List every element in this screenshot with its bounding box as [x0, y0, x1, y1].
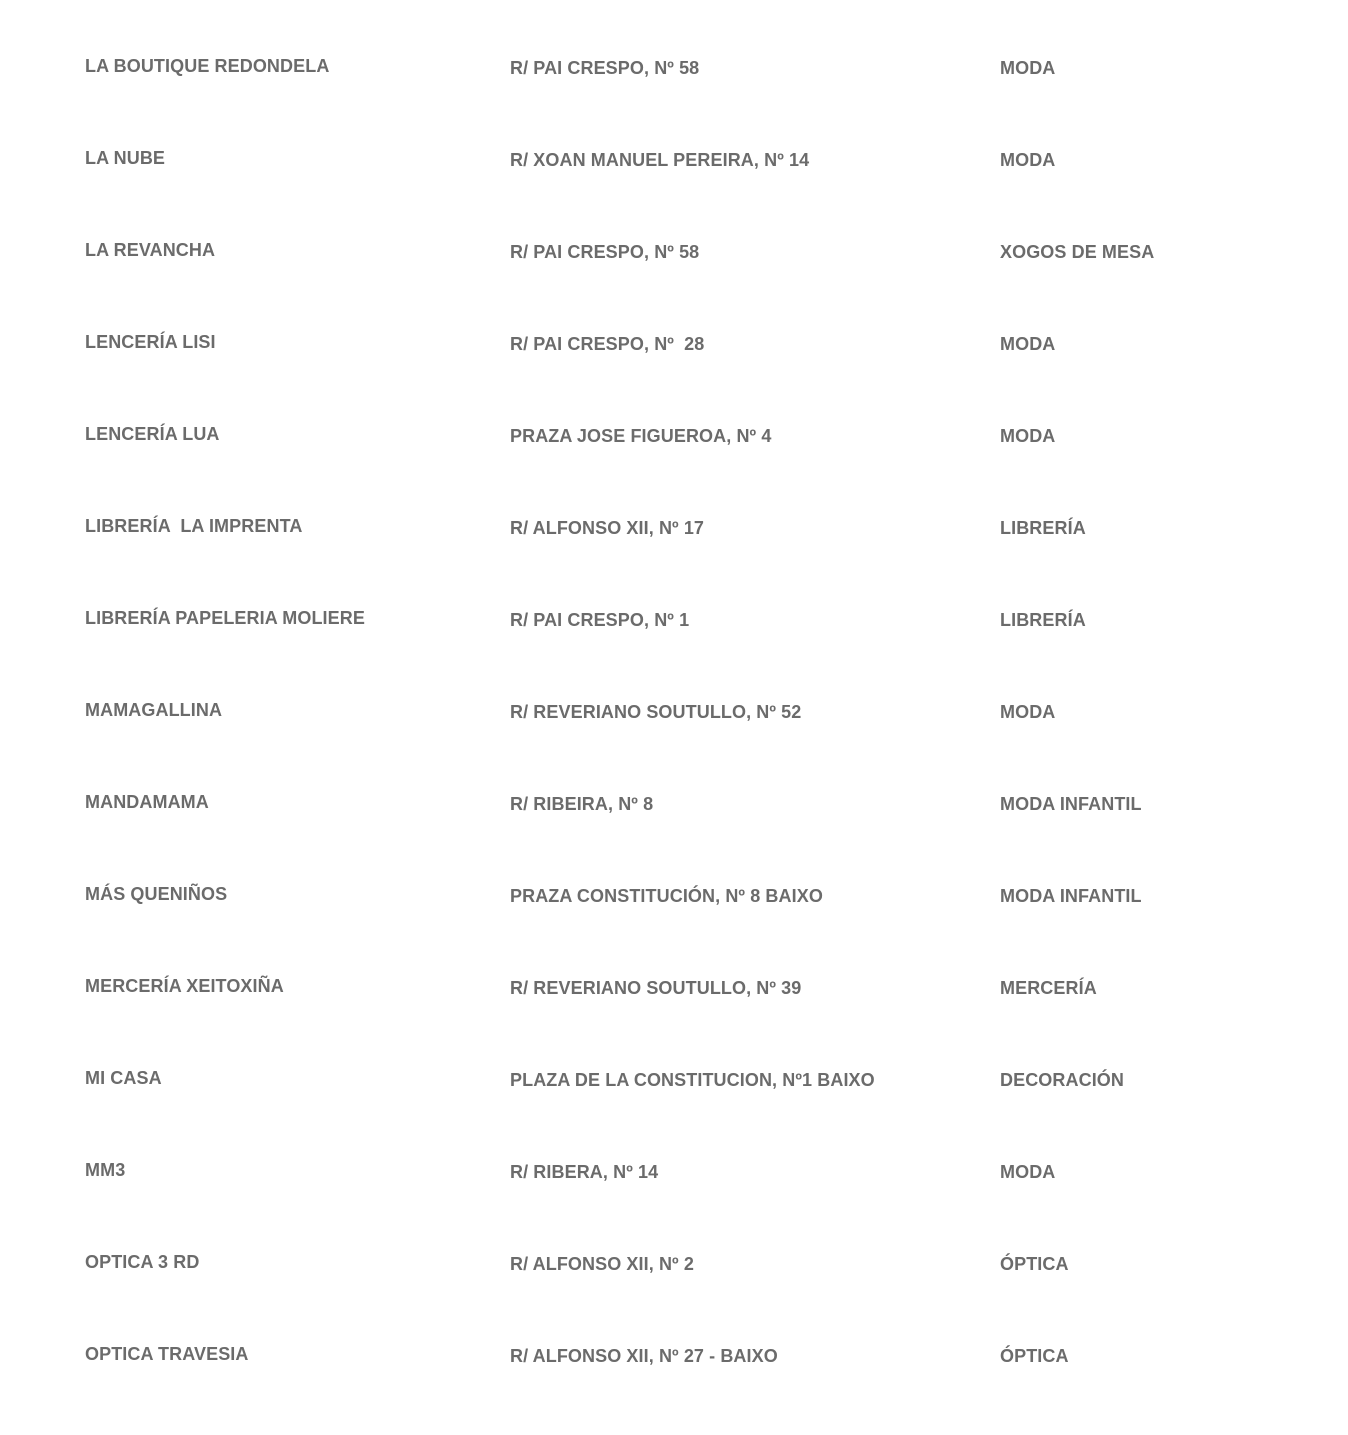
shop-address: PRAZA JOSE FIGUEROA, Nº 4: [510, 426, 772, 446]
shop-name: LENCERÍA LUA: [85, 424, 220, 444]
table-row: [0, 1218, 1348, 1310]
shop-category: LIBRERÍA: [1000, 610, 1086, 630]
table-row: [0, 482, 1348, 574]
shop-directory-table: [0, 22, 1348, 1402]
shop-name: LENCERÍA LISI: [85, 332, 216, 352]
table-row: [0, 1126, 1348, 1218]
table-row: [0, 574, 1348, 666]
shop-name: LIBRERÍA LA IMPRENTA: [85, 516, 303, 536]
table-row: [0, 298, 1348, 390]
shop-name: MERCERÍA XEITOXIÑA: [85, 976, 284, 996]
shop-name: MAMAGALLINA: [85, 700, 223, 720]
shop-address: PRAZA CONSTITUCIÓN, Nº 8 BAIXO: [510, 886, 823, 906]
shop-name: LA NUBE: [85, 148, 166, 168]
shop-address: R/ PAI CRESPO, Nº 58: [510, 58, 700, 78]
table-row: [0, 942, 1348, 1034]
shop-category: MERCERÍA: [1000, 978, 1097, 998]
table-row: [0, 666, 1348, 758]
shop-name: MANDAMAMA: [85, 792, 209, 812]
shop-address: R/ XOAN MANUEL PEREIRA, Nº 14: [510, 150, 810, 170]
shop-category: ÓPTICA: [1000, 1346, 1069, 1366]
shop-name: LIBRERÍA PAPELERIA MOLIERE: [85, 608, 365, 628]
table-row: [0, 114, 1348, 206]
shop-address: R/ ALFONSO XII, Nº 27 - BAIXO: [510, 1346, 778, 1366]
shop-category: MODA INFANTIL: [1000, 886, 1142, 906]
shop-category: XOGOS DE MESA: [1000, 242, 1155, 262]
shop-address: PLAZA DE LA CONSTITUCION, Nº1 BAIXO: [510, 1070, 875, 1090]
shop-category: LIBRERÍA: [1000, 518, 1086, 538]
shop-address: R/ PAI CRESPO, Nº 1: [510, 610, 690, 630]
shop-category: MODA: [1000, 58, 1056, 78]
shop-name: MI CASA: [85, 1068, 162, 1088]
shop-address: R/ PAI CRESPO, Nº 58: [510, 242, 700, 262]
shop-address: R/ ALFONSO XII, Nº 2: [510, 1254, 694, 1274]
shop-category: MODA: [1000, 150, 1056, 170]
table-row: [0, 850, 1348, 942]
table-row: [0, 1034, 1348, 1126]
table-row: [0, 1310, 1348, 1402]
shop-category: MODA: [1000, 426, 1056, 446]
shop-name: OPTICA 3 RD: [85, 1252, 200, 1272]
shop-name: LA BOUTIQUE REDONDELA: [85, 56, 330, 76]
shop-address: R/ RIBERA, Nº 14: [510, 1162, 659, 1182]
shop-address: R/ REVERIANO SOUTULLO, Nº 52: [510, 702, 802, 722]
shop-category: MODA: [1000, 702, 1056, 722]
shop-category: MODA: [1000, 334, 1056, 354]
shop-category: ÓPTICA: [1000, 1254, 1069, 1274]
table-row: [0, 206, 1348, 298]
table-row: [0, 758, 1348, 850]
shop-name: MM3: [85, 1160, 126, 1180]
shop-category: MODA INFANTIL: [1000, 794, 1142, 814]
shop-name: LA REVANCHA: [85, 240, 216, 260]
shop-address: R/ RIBEIRA, Nº 8: [510, 794, 654, 814]
table-row: [0, 390, 1348, 482]
shop-category: MODA: [1000, 1162, 1056, 1182]
shop-category: DECORACIÓN: [1000, 1070, 1125, 1090]
shop-address: R/ REVERIANO SOUTULLO, Nº 39: [510, 978, 802, 998]
shop-address: R/ PAI CRESPO, Nº 28: [510, 334, 705, 354]
table-row: [0, 22, 1348, 114]
shop-name: MÁS QUENIÑOS: [85, 884, 228, 904]
shop-name: OPTICA TRAVESIA: [85, 1344, 249, 1364]
shop-address: R/ ALFONSO XII, Nº 17: [510, 518, 705, 538]
